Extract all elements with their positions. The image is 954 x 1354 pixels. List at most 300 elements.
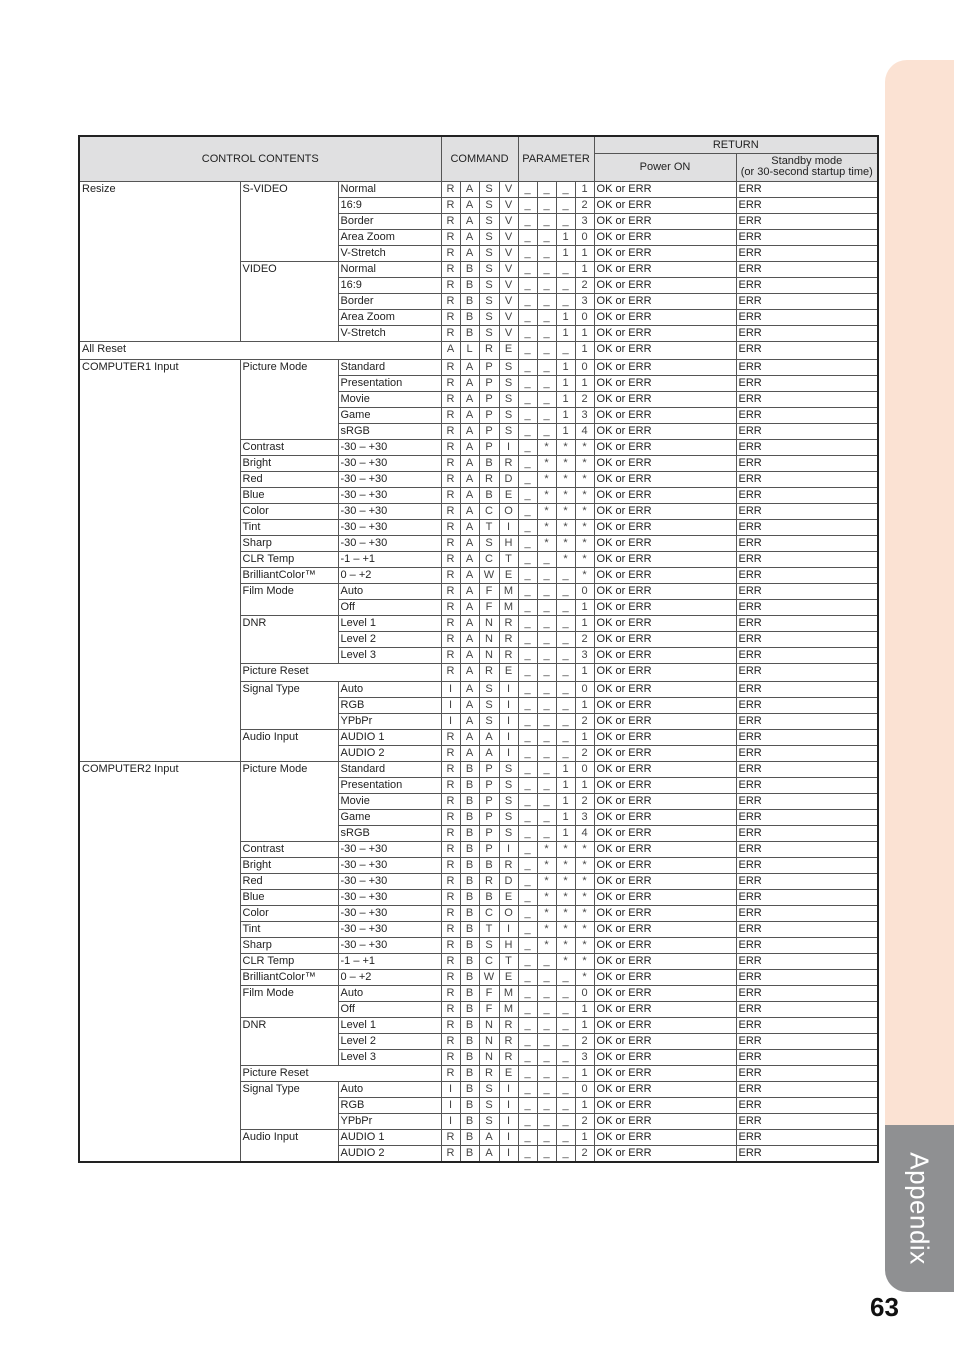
parameter-char-cell: _	[518, 1049, 537, 1065]
command-char-cell: A	[479, 729, 499, 745]
parameter-char-cell: _	[518, 1033, 537, 1049]
command-char-cell: S	[479, 229, 499, 245]
standby-return-cell: ERR	[736, 293, 878, 309]
parameter-char-cell: 1	[575, 375, 594, 391]
setting-cell: Auto	[338, 583, 441, 599]
command-char-cell: S	[479, 309, 499, 325]
parameter-char-cell: _	[556, 1113, 575, 1129]
standby-return-cell: ERR	[736, 375, 878, 391]
setting-cell: Normal	[338, 181, 441, 197]
command-char-cell: S	[479, 535, 499, 551]
parameter-char-cell: _	[556, 631, 575, 647]
command-char-cell: A	[460, 391, 479, 407]
setting-cell: -30 – +30	[338, 471, 441, 487]
command-char-cell: R	[441, 777, 460, 793]
parameter-char-cell: *	[575, 937, 594, 953]
power-on-return-cell: OK or ERR	[594, 761, 736, 777]
parameter-char-cell: _	[537, 953, 556, 969]
control-contents-header: CONTROL CONTENTS	[79, 136, 441, 181]
parameter-char-cell: _	[537, 1097, 556, 1113]
power-on-return-cell: OK or ERR	[594, 985, 736, 1001]
parameter-char-cell: _	[537, 245, 556, 261]
command-char-cell: R	[441, 503, 460, 519]
command-char-cell: R	[441, 825, 460, 841]
standby-return-cell: ERR	[736, 535, 878, 551]
command-char-cell: A	[460, 567, 479, 583]
parameter-char-cell: _	[556, 1017, 575, 1033]
command-char-cell: R	[441, 1049, 460, 1065]
parameter-char-cell: 1	[556, 825, 575, 841]
command-char-cell: R	[441, 615, 460, 631]
command-char-cell: R	[441, 583, 460, 599]
command-char-cell: P	[479, 809, 499, 825]
command-char-cell: P	[479, 777, 499, 793]
command-char-cell: R	[441, 423, 460, 439]
parameter-char-cell: _	[518, 519, 537, 535]
setting-cell: -30 – +30	[338, 937, 441, 953]
parameter-char-cell: 1	[575, 777, 594, 793]
standby-return-cell: ERR	[736, 309, 878, 325]
command-char-cell: I	[499, 745, 518, 761]
power-on-return-cell: OK or ERR	[594, 519, 736, 535]
command-char-cell: B	[460, 825, 479, 841]
parameter-char-cell: *	[575, 439, 594, 455]
power-on-return-cell: OK or ERR	[594, 647, 736, 663]
command-char-cell: R	[441, 181, 460, 197]
command-char-cell: B	[460, 1097, 479, 1113]
parameter-char-cell: 3	[575, 293, 594, 309]
setting-cell: Standard	[338, 761, 441, 777]
power-on-return-cell: OK or ERR	[594, 503, 736, 519]
parameter-char-cell: 4	[575, 423, 594, 439]
command-char-cell: B	[460, 777, 479, 793]
parameter-char-cell: _	[518, 261, 537, 277]
command-char-cell: V	[499, 325, 518, 341]
parameter-char-cell: _	[556, 341, 575, 359]
command-char-cell: O	[499, 503, 518, 519]
parameter-char-cell: _	[518, 729, 537, 745]
parameter-char-cell: 1	[556, 407, 575, 423]
command-char-cell: S	[499, 809, 518, 825]
parameter-char-cell: 2	[575, 197, 594, 213]
parameter-char-cell: _	[518, 793, 537, 809]
command-char-cell: R	[499, 631, 518, 647]
parameter-char-cell: _	[537, 825, 556, 841]
standby-return-cell: ERR	[736, 359, 878, 375]
appendix-tab-label: Appendix	[905, 1152, 936, 1265]
sub-item-cell: Film Mode	[240, 985, 338, 1017]
parameter-char-cell: 2	[575, 1113, 594, 1129]
parameter-char-cell: *	[537, 535, 556, 551]
sub-item-cell: Color	[240, 905, 338, 921]
command-char-cell: A	[460, 697, 479, 713]
sub-item-cell: Tint	[240, 519, 338, 535]
parameter-char-cell: _	[537, 261, 556, 277]
standby-return-cell: ERR	[736, 261, 878, 277]
parameter-char-cell: 1	[556, 809, 575, 825]
command-char-cell: I	[499, 1097, 518, 1113]
command-char-cell: I	[441, 681, 460, 697]
command-char-cell: B	[460, 809, 479, 825]
setting-cell: -30 – +30	[338, 889, 441, 905]
setting-cell: Border	[338, 293, 441, 309]
power-on-return-cell: OK or ERR	[594, 729, 736, 745]
command-char-cell: F	[479, 985, 499, 1001]
command-char-cell: P	[479, 793, 499, 809]
setting-cell: -30 – +30	[338, 487, 441, 503]
power-on-return-cell: OK or ERR	[594, 391, 736, 407]
sub-item-cell: Contrast	[240, 439, 338, 455]
power-on-return-cell: OK or ERR	[594, 197, 736, 213]
command-char-cell: B	[460, 969, 479, 985]
parameter-char-cell: _	[556, 277, 575, 293]
power-on-return-cell: OK or ERR	[594, 213, 736, 229]
parameter-char-cell: _	[537, 181, 556, 197]
command-char-cell: F	[479, 599, 499, 615]
command-char-cell: R	[441, 375, 460, 391]
command-char-cell: A	[460, 663, 479, 681]
command-char-cell: A	[460, 439, 479, 455]
appendix-tab[interactable]	[885, 1125, 954, 1292]
parameter-char-cell: _	[556, 969, 575, 985]
command-char-cell: B	[460, 841, 479, 857]
parameter-char-cell: 3	[575, 407, 594, 423]
parameter-char-cell: 0	[575, 583, 594, 599]
parameter-char-cell: _	[518, 615, 537, 631]
command-table	[78, 135, 879, 1163]
parameter-char-cell: _	[518, 599, 537, 615]
parameter-char-cell: *	[537, 905, 556, 921]
parameter-char-cell: _	[537, 1001, 556, 1017]
parameter-char-cell: _	[518, 229, 537, 245]
command-char-cell: N	[479, 1049, 499, 1065]
command-char-cell: R	[441, 471, 460, 487]
power-on-return-cell: OK or ERR	[594, 1017, 736, 1033]
command-char-cell: S	[499, 825, 518, 841]
standby-return-cell: ERR	[736, 503, 878, 519]
command-char-cell: C	[479, 905, 499, 921]
command-char-cell: E	[499, 969, 518, 985]
parameter-char-cell: _	[518, 423, 537, 439]
command-char-cell: B	[460, 1081, 479, 1097]
command-char-cell: V	[499, 293, 518, 309]
setting-cell: Level 1	[338, 1017, 441, 1033]
command-char-cell: R	[499, 1049, 518, 1065]
parameter-char-cell: _	[556, 729, 575, 745]
parameter-char-cell: *	[575, 487, 594, 503]
command-char-cell: O	[499, 905, 518, 921]
parameter-char-cell: _	[518, 197, 537, 213]
parameter-char-cell: 2	[575, 793, 594, 809]
parameter-char-cell: _	[556, 583, 575, 599]
command-char-cell: E	[499, 341, 518, 359]
command-char-cell: M	[499, 985, 518, 1001]
command-char-cell: R	[441, 745, 460, 761]
command-char-cell: B	[460, 277, 479, 293]
standby-return-cell: ERR	[736, 713, 878, 729]
parameter-char-cell: 1	[556, 423, 575, 439]
command-char-cell: V	[499, 229, 518, 245]
command-char-cell: B	[479, 455, 499, 471]
command-char-cell: V	[499, 181, 518, 197]
command-char-cell: R	[441, 599, 460, 615]
standby-return-cell: ERR	[736, 181, 878, 197]
command-char-cell: N	[479, 1017, 499, 1033]
standby-return-cell: ERR	[736, 1145, 878, 1162]
setting-cell: Off	[338, 1001, 441, 1017]
parameter-char-cell: _	[556, 681, 575, 697]
parameter-char-cell: 1	[556, 761, 575, 777]
parameter-char-cell: 0	[575, 761, 594, 777]
sub-item-cell: Sharp	[240, 535, 338, 551]
table-body	[79, 181, 878, 1162]
command-char-cell: M	[499, 583, 518, 599]
setting-cell: -1 – +1	[338, 551, 441, 567]
command-char-cell: P	[479, 825, 499, 841]
item-cell: Resize	[79, 181, 240, 341]
command-char-cell: R	[441, 969, 460, 985]
parameter-char-cell: _	[537, 567, 556, 583]
command-char-cell: S	[479, 213, 499, 229]
parameter-char-cell: _	[518, 277, 537, 293]
parameter-char-cell: 3	[575, 809, 594, 825]
power-on-return-cell: OK or ERR	[594, 825, 736, 841]
parameter-char-cell: _	[518, 873, 537, 889]
standby-return-cell: ERR	[736, 937, 878, 953]
command-char-cell: R	[441, 551, 460, 567]
command-char-cell: R	[441, 873, 460, 889]
command-char-cell: N	[479, 647, 499, 663]
power-on-return-cell: OK or ERR	[594, 889, 736, 905]
command-char-cell: I	[499, 519, 518, 535]
command-char-cell: R	[441, 937, 460, 953]
setting-cell: RGB	[338, 697, 441, 713]
parameter-char-cell: _	[556, 713, 575, 729]
standby-return-cell: ERR	[736, 889, 878, 905]
sub-item-cell: Bright	[240, 455, 338, 471]
parameter-char-cell: 1	[575, 1129, 594, 1145]
parameter-char-cell: 2	[575, 713, 594, 729]
command-char-cell: P	[479, 841, 499, 857]
parameter-char-cell: *	[575, 841, 594, 857]
parameter-char-cell: _	[556, 599, 575, 615]
parameter-char-cell: _	[518, 937, 537, 953]
return-header: RETURN	[594, 136, 878, 153]
parameter-char-cell: _	[518, 647, 537, 663]
power-on-return-cell: OK or ERR	[594, 631, 736, 647]
parameter-char-cell: _	[518, 583, 537, 599]
command-char-cell: E	[499, 567, 518, 583]
parameter-char-cell: 1	[556, 391, 575, 407]
standby-return-cell: ERR	[736, 647, 878, 663]
power-on-return-cell: OK or ERR	[594, 599, 736, 615]
parameter-char-cell: 2	[575, 277, 594, 293]
power-on-return-cell: OK or ERR	[594, 583, 736, 599]
parameter-char-cell: _	[518, 213, 537, 229]
setting-cell: -30 – +30	[338, 841, 441, 857]
command-char-cell: B	[479, 487, 499, 503]
command-char-cell: R	[499, 1017, 518, 1033]
parameter-char-cell: _	[537, 713, 556, 729]
parameter-char-cell: _	[556, 647, 575, 663]
parameter-char-cell: _	[518, 631, 537, 647]
parameter-char-cell: _	[556, 1049, 575, 1065]
parameter-char-cell: 1	[575, 663, 594, 681]
standby-return-cell: ERR	[736, 663, 878, 681]
command-char-cell: A	[441, 341, 460, 359]
sub-item-cell: Signal Type	[240, 1081, 338, 1129]
standby-return-cell: ERR	[736, 567, 878, 583]
standby-return-cell: ERR	[736, 793, 878, 809]
command-char-cell: A	[460, 181, 479, 197]
parameter-char-cell: _	[518, 663, 537, 681]
power-on-return-cell: OK or ERR	[594, 713, 736, 729]
parameter-char-cell: _	[518, 407, 537, 423]
command-char-cell: B	[460, 309, 479, 325]
command-char-cell: F	[479, 583, 499, 599]
setting-cell: Area Zoom	[338, 229, 441, 245]
sub-item-cell: Bright	[240, 857, 338, 873]
command-char-cell: R	[499, 1033, 518, 1049]
standby-return-cell: ERR	[736, 1065, 878, 1081]
setting-cell: -30 – +30	[338, 921, 441, 937]
parameter-char-cell: _	[518, 1017, 537, 1033]
parameter-char-cell: _	[518, 325, 537, 341]
command-char-cell: S	[479, 277, 499, 293]
parameter-char-cell: _	[537, 745, 556, 761]
command-char-cell: A	[460, 519, 479, 535]
command-char-cell: A	[460, 631, 479, 647]
command-char-cell: B	[479, 857, 499, 873]
command-char-cell: R	[441, 439, 460, 455]
command-char-cell: B	[460, 937, 479, 953]
table-row	[79, 359, 878, 375]
parameter-char-cell: _	[518, 1097, 537, 1113]
power-on-return-cell: OK or ERR	[594, 1001, 736, 1017]
sub-item-cell: Signal Type	[240, 681, 338, 729]
command-char-cell: B	[460, 1049, 479, 1065]
standby-return-cell: ERR	[736, 599, 878, 615]
parameter-char-cell: _	[537, 615, 556, 631]
parameter-char-cell: _	[556, 293, 575, 309]
setting-cell: YPbPr	[338, 1113, 441, 1129]
command-char-cell: I	[441, 1097, 460, 1113]
parameter-char-cell: _	[518, 713, 537, 729]
power-on-return-cell: OK or ERR	[594, 439, 736, 455]
setting-cell: 16:9	[338, 197, 441, 213]
command-char-cell: D	[499, 471, 518, 487]
sub-item-cell: Audio Input	[240, 729, 338, 761]
command-char-cell: R	[479, 663, 499, 681]
parameter-char-cell: _	[518, 905, 537, 921]
parameter-char-cell: *	[575, 567, 594, 583]
parameter-char-cell: _	[537, 663, 556, 681]
command-char-cell: S	[499, 423, 518, 439]
parameter-char-cell: _	[537, 1145, 556, 1162]
power-on-return-cell: OK or ERR	[594, 359, 736, 375]
parameter-char-cell: *	[556, 905, 575, 921]
parameter-char-cell: _	[556, 1129, 575, 1145]
command-char-cell: A	[479, 745, 499, 761]
command-char-cell: A	[460, 213, 479, 229]
parameter-char-cell: 0	[575, 681, 594, 697]
parameter-char-cell: *	[575, 503, 594, 519]
parameter-header: PARAMETER	[518, 136, 594, 181]
command-char-cell: B	[460, 1017, 479, 1033]
setting-cell: Game	[338, 809, 441, 825]
command-char-cell: S	[479, 1081, 499, 1097]
command-char-cell: A	[479, 1145, 499, 1162]
standby-return-cell: ERR	[736, 583, 878, 599]
standby-header	[736, 153, 878, 181]
parameter-char-cell: _	[518, 825, 537, 841]
standby-return-cell: ERR	[736, 439, 878, 455]
command-char-cell: A	[460, 599, 479, 615]
parameter-char-cell: *	[537, 455, 556, 471]
command-char-cell: P	[479, 375, 499, 391]
parameter-char-cell: 1	[575, 1065, 594, 1081]
command-char-cell: R	[479, 1065, 499, 1081]
power-on-return-cell: OK or ERR	[594, 1129, 736, 1145]
standby-return-cell: ERR	[736, 985, 878, 1001]
parameter-char-cell: 3	[575, 213, 594, 229]
command-char-cell: I	[499, 921, 518, 937]
command-char-cell: B	[460, 1129, 479, 1145]
command-char-cell: S	[479, 681, 499, 697]
parameter-char-cell: *	[575, 873, 594, 889]
parameter-char-cell: 0	[575, 985, 594, 1001]
command-char-cell: V	[499, 309, 518, 325]
parameter-char-cell: *	[537, 841, 556, 857]
table-header	[79, 136, 878, 181]
command-char-cell: S	[479, 697, 499, 713]
parameter-char-cell: _	[518, 969, 537, 985]
parameter-char-cell: 1	[575, 697, 594, 713]
power-on-return-cell: OK or ERR	[594, 777, 736, 793]
setting-cell: Auto	[338, 1081, 441, 1097]
parameter-char-cell: _	[518, 341, 537, 359]
command-char-cell: R	[441, 277, 460, 293]
command-char-cell: R	[441, 663, 460, 681]
command-char-cell: R	[441, 455, 460, 471]
power-on-return-cell: OK or ERR	[594, 293, 736, 309]
command-char-cell: R	[441, 1017, 460, 1033]
parameter-char-cell: _	[537, 1081, 556, 1097]
parameter-char-cell: _	[518, 921, 537, 937]
command-char-cell: M	[499, 1001, 518, 1017]
command-char-cell: I	[499, 729, 518, 745]
setting-cell: AUDIO 1	[338, 729, 441, 745]
parameter-char-cell: _	[518, 535, 537, 551]
standby-return-cell: ERR	[736, 1081, 878, 1097]
table-row	[79, 761, 878, 777]
command-char-cell: F	[479, 1001, 499, 1017]
power-on-return-cell: OK or ERR	[594, 1049, 736, 1065]
parameter-char-cell: 1	[556, 309, 575, 325]
parameter-char-cell: _	[518, 809, 537, 825]
command-char-cell: R	[441, 229, 460, 245]
parameter-char-cell: _	[556, 1033, 575, 1049]
parameter-char-cell: _	[518, 985, 537, 1001]
command-char-cell: R	[441, 519, 460, 535]
command-char-cell: H	[499, 937, 518, 953]
standby-return-cell: ERR	[736, 809, 878, 825]
standby-return-cell: ERR	[736, 777, 878, 793]
parameter-char-cell: _	[537, 375, 556, 391]
parameter-char-cell: *	[537, 503, 556, 519]
power-on-return-cell: OK or ERR	[594, 229, 736, 245]
command-char-cell: T	[499, 953, 518, 969]
